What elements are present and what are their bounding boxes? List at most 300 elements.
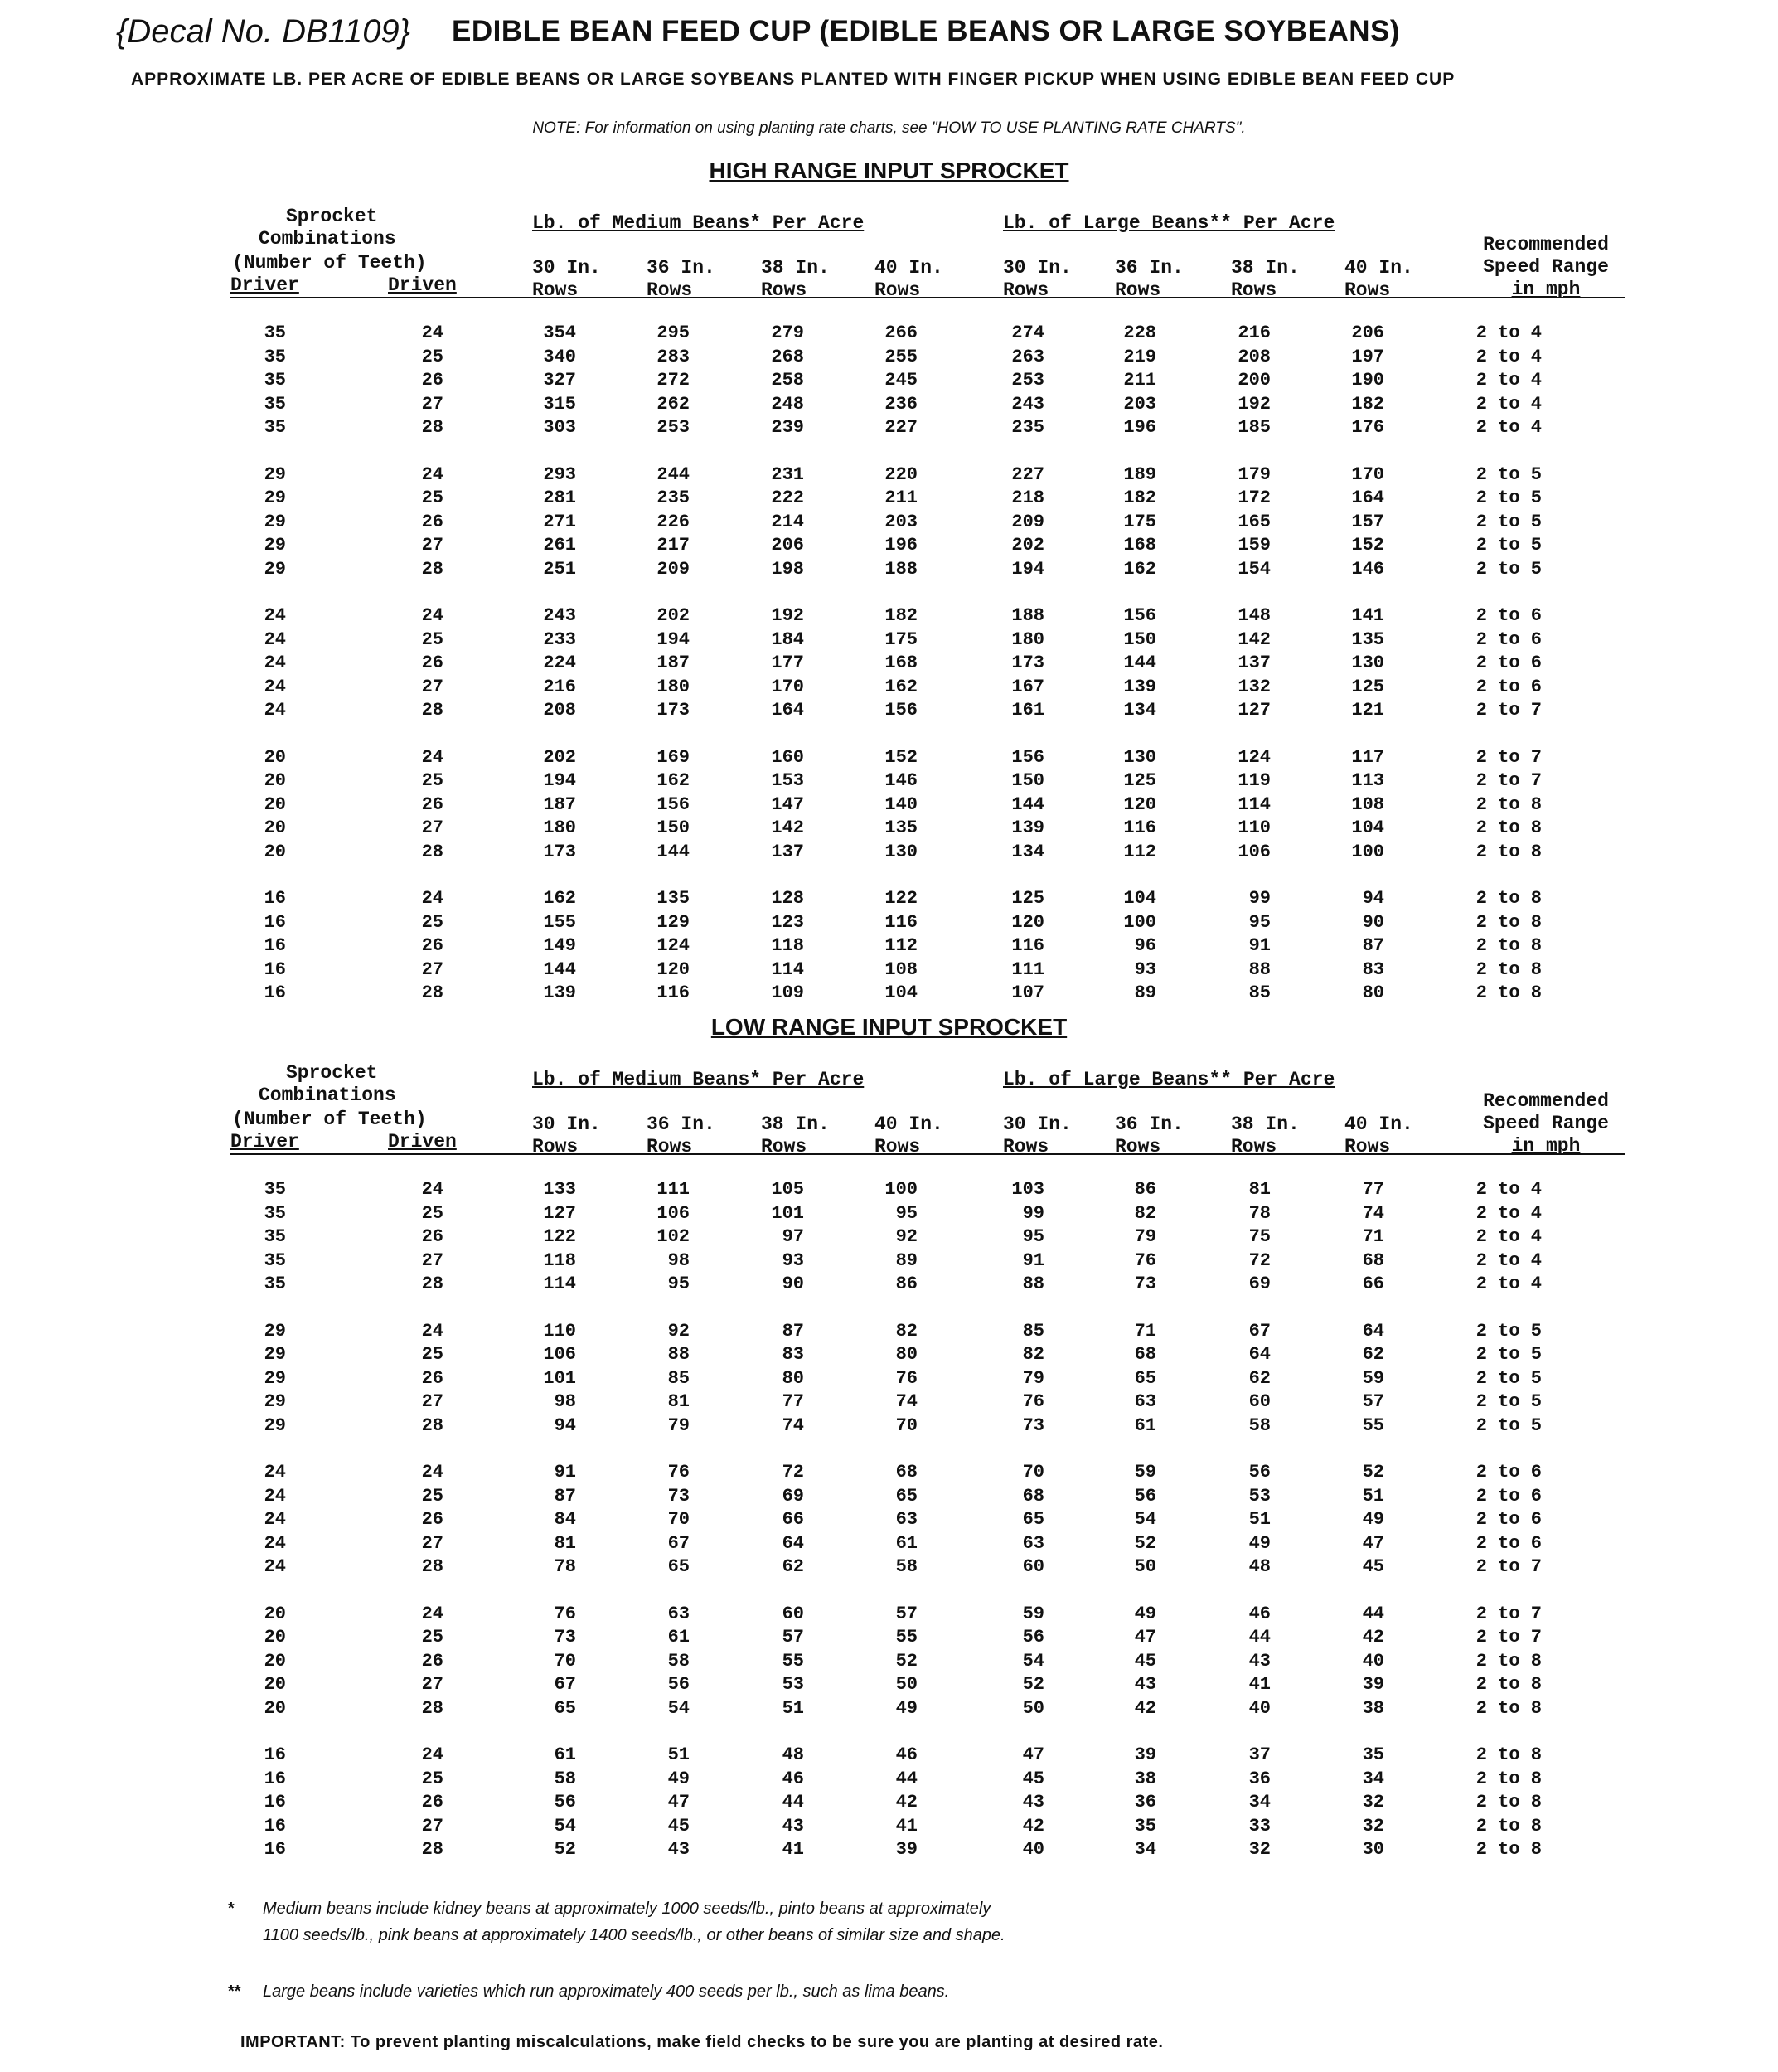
table-cell: 16	[264, 958, 286, 980]
table-cell: 24	[264, 628, 286, 650]
table-cell: 44	[782, 1792, 804, 1812]
table-cell: 132	[1238, 676, 1271, 697]
header-large-36: 36 In. Rows	[1115, 1114, 1184, 1157]
table-cell: 2 to 4	[1475, 1250, 1542, 1271]
table-cell: 60	[782, 1603, 804, 1624]
table-cell: 192	[1238, 393, 1271, 415]
table-cell: 16	[264, 888, 286, 909]
table-cell: 56	[1022, 1627, 1044, 1647]
table-cell: 16	[264, 911, 286, 933]
table-cell: 122	[884, 888, 918, 909]
table-cell: 189	[1123, 463, 1156, 485]
table-cell: 105	[771, 1179, 804, 1200]
table-cell: 162	[884, 676, 918, 697]
table-cell: 86	[895, 1274, 918, 1294]
table-cell: 120	[1011, 911, 1044, 933]
table-cell: 140	[884, 793, 918, 815]
table-cell: 227	[1011, 463, 1044, 485]
table-cell: 29	[264, 558, 286, 580]
table-cell: 27	[421, 393, 443, 415]
table-cell: 20	[264, 841, 286, 862]
table-cell: 244	[656, 463, 690, 485]
table-cell: 29	[264, 511, 286, 532]
table-cell: 150	[1123, 628, 1156, 650]
table-cell: 2 to 5	[1475, 1367, 1542, 1389]
table-cell: 73	[1134, 1274, 1156, 1294]
table-cell: 29	[264, 1391, 286, 1412]
table-cell: 20	[264, 1627, 286, 1647]
table-cell: 127	[543, 1202, 576, 1224]
table-row	[0, 1744, 1542, 1768]
table-cell: 83	[1362, 958, 1384, 980]
table-cell: 61	[1134, 1414, 1156, 1436]
table-cell: 52	[1362, 1462, 1384, 1482]
note: NOTE: For information on using planting rate charts, see "HOW TO USE PLANTING RATE CHARTS".	[532, 119, 1246, 137]
table-cell: 28	[421, 841, 443, 862]
table-cell: 86	[1134, 1179, 1156, 1200]
table-cell: 134	[1123, 700, 1156, 721]
table-cell: 24	[264, 676, 286, 697]
table-cell: 2 to 7	[1475, 746, 1542, 768]
table-cell: 2 to 5	[1475, 488, 1542, 508]
table-cell: 36	[1134, 1792, 1156, 1812]
table-cell: 76	[1134, 1250, 1156, 1271]
table-cell: 268	[771, 346, 804, 367]
table-cell: 42	[1134, 1697, 1156, 1719]
page-subtitle: APPROXIMATE LB. PER ACRE OF EDIBLE BEANS OR LARGE SOYBEANS PLANTED WITH FINGER PICKUP WHEN USING EDIBLE BEAN FEED CUP	[131, 70, 1456, 89]
table-cell: 2 to 4	[1475, 393, 1542, 415]
table-cell: 48	[782, 1744, 804, 1765]
table-cell: 142	[771, 818, 804, 838]
table-cell: 87	[554, 1485, 576, 1507]
table-cell: 38	[1362, 1697, 1384, 1719]
header-large-36: 36 In. Rows	[1115, 257, 1184, 301]
group-spacer	[0, 1720, 1542, 1744]
table-row	[0, 1791, 1542, 1815]
table-cell: 29	[264, 1320, 286, 1342]
table-row	[0, 1532, 1542, 1556]
table-cell: 2 to 4	[1475, 1274, 1542, 1294]
table-row	[0, 487, 1542, 511]
table-cell: 175	[1123, 511, 1156, 532]
table-cell: 24	[421, 888, 443, 909]
table-cell: 168	[1123, 535, 1156, 556]
table-row	[0, 1367, 1542, 1391]
table-row	[0, 322, 1542, 346]
table-cell: 28	[421, 1697, 443, 1719]
table-cell: 24	[264, 653, 286, 673]
header-rule	[230, 1153, 1625, 1155]
table-cell: 97	[782, 1226, 804, 1247]
table-row	[0, 1202, 1542, 1226]
table-cell: 20	[264, 1697, 286, 1719]
table-cell: 53	[782, 1674, 804, 1695]
table-cell: 58	[667, 1650, 690, 1672]
table-row	[0, 652, 1542, 676]
table-cell: 170	[1351, 463, 1384, 485]
table-cell: 112	[1123, 841, 1156, 862]
table-cell: 293	[543, 463, 576, 485]
table-cell: 156	[656, 793, 690, 815]
table-cell: 157	[1351, 511, 1384, 532]
table-cell: 61	[667, 1627, 690, 1647]
table-cell: 66	[1362, 1274, 1384, 1294]
table-row	[0, 676, 1542, 700]
table-cell: 2 to 5	[1475, 558, 1542, 580]
table-cell: 63	[667, 1603, 690, 1624]
table-cell: 315	[543, 393, 576, 415]
table-cell: 156	[884, 700, 918, 721]
table-row	[0, 1650, 1542, 1674]
table-row	[0, 1461, 1542, 1485]
table-row	[0, 958, 1542, 983]
table-cell: 236	[884, 393, 918, 415]
table-cell: 65	[1134, 1367, 1156, 1389]
table-cell: 28	[421, 983, 443, 1003]
table-cell: 68	[1362, 1250, 1384, 1271]
low-range-title: LOW RANGE INPUT SPROCKET	[710, 1014, 1068, 1040]
table-cell: 255	[884, 346, 918, 367]
table-cell: 76	[554, 1603, 576, 1624]
table-cell: 96	[1134, 935, 1156, 956]
table-cell: 16	[264, 1744, 286, 1765]
table-cell: 35	[264, 393, 286, 415]
table-cell: 211	[884, 488, 918, 508]
table-cell: 56	[554, 1792, 576, 1812]
table-cell: 55	[895, 1627, 918, 1647]
table-cell: 102	[656, 1226, 690, 1247]
table-cell: 65	[667, 1556, 690, 1577]
table-cell: 148	[1238, 605, 1271, 626]
table-cell: 28	[421, 558, 443, 580]
table-cell: 295	[656, 323, 690, 343]
table-cell: 25	[421, 1485, 443, 1507]
table-cell: 61	[554, 1744, 576, 1765]
table-cell: 54	[667, 1697, 690, 1719]
table-cell: 133	[543, 1179, 576, 1200]
table-cell: 122	[543, 1226, 576, 1247]
table-cell: 35	[264, 1226, 286, 1247]
table-cell: 91	[554, 1462, 576, 1482]
table-cell: 152	[1351, 535, 1384, 556]
table-cell: 44	[895, 1768, 918, 1789]
table-cell: 35	[264, 1179, 286, 1200]
table-cell: 114	[771, 958, 804, 980]
table-cell: 16	[264, 935, 286, 956]
table-cell: 224	[543, 653, 576, 673]
table-row	[0, 1485, 1542, 1509]
table-cell: 25	[421, 346, 443, 367]
table-cell: 55	[1362, 1414, 1384, 1436]
table-cell: 74	[782, 1414, 804, 1436]
header-number-of-teeth: (Number of Teeth)	[232, 1109, 427, 1130]
table-cell: 125	[1123, 770, 1156, 791]
table-cell: 127	[1238, 700, 1271, 721]
table-cell: 202	[543, 746, 576, 768]
table-row	[0, 416, 1542, 440]
table-cell: 64	[1248, 1344, 1271, 1365]
table-row	[0, 699, 1542, 723]
table-cell: 281	[543, 488, 576, 508]
table-cell: 262	[656, 393, 690, 415]
table-cell: 52	[554, 1839, 576, 1860]
table-cell: 57	[1362, 1391, 1384, 1412]
table-row	[0, 1320, 1542, 1344]
table-cell: 69	[782, 1485, 804, 1507]
table-cell: 180	[1011, 628, 1044, 650]
table-cell: 40	[1362, 1650, 1384, 1672]
table-cell: 139	[1011, 818, 1044, 838]
table-row	[0, 1673, 1542, 1697]
group-spacer	[0, 864, 1542, 887]
table-cell: 25	[421, 488, 443, 508]
table-cell: 25	[421, 911, 443, 933]
table-cell: 175	[884, 628, 918, 650]
table-cell: 108	[884, 958, 918, 980]
table-cell: 180	[656, 676, 690, 697]
table-cell: 142	[1238, 628, 1271, 650]
table-cell: 327	[543, 370, 576, 391]
table-cell: 26	[421, 935, 443, 956]
table-cell: 2 to 4	[1475, 346, 1542, 367]
table-cell: 24	[421, 1462, 443, 1482]
header-med-36: 36 In. Rows	[647, 1114, 715, 1157]
table-cell: 2 to 7	[1475, 1556, 1542, 1577]
header-large-40: 40 In. Rows	[1344, 257, 1413, 301]
table-cell: 103	[1011, 1179, 1044, 1200]
table-cell: 54	[1022, 1650, 1044, 1672]
table-cell: 208	[1238, 346, 1271, 367]
table-cell: 28	[421, 1414, 443, 1436]
table-cell: 160	[771, 746, 804, 768]
table-cell: 100	[1351, 841, 1384, 862]
table-cell: 128	[771, 888, 804, 909]
table-cell: 35	[264, 1250, 286, 1271]
table-cell: 2 to 7	[1475, 1603, 1542, 1624]
table-cell: 91	[1022, 1250, 1044, 1271]
table-row	[0, 1508, 1542, 1532]
table-cell: 87	[782, 1320, 804, 1342]
table-cell: 109	[771, 983, 804, 1003]
table-cell: 106	[656, 1202, 690, 1224]
table-cell: 34	[1248, 1792, 1271, 1812]
table-cell: 217	[656, 535, 690, 556]
table-cell: 79	[1134, 1226, 1156, 1247]
header-driver: Driver	[230, 1131, 299, 1152]
table-cell: 182	[1351, 393, 1384, 415]
table-cell: 45	[1362, 1556, 1384, 1577]
table-cell: 26	[421, 1650, 443, 1672]
table-cell: 47	[1362, 1532, 1384, 1554]
table-cell: 2 to 8	[1475, 1839, 1542, 1860]
table-cell: 98	[667, 1250, 690, 1271]
table-cell: 63	[1022, 1532, 1044, 1554]
table-cell: 42	[1362, 1627, 1384, 1647]
table-cell: 62	[782, 1556, 804, 1577]
table-cell: 149	[543, 935, 576, 956]
table-cell: 2 to 6	[1475, 605, 1542, 626]
table-cell: 2 to 6	[1475, 676, 1542, 697]
header-med-30: 30 In. Rows	[532, 257, 601, 301]
high-range-section	[0, 158, 1778, 1020]
table-cell: 209	[1011, 511, 1044, 532]
low-range-section	[0, 1014, 1778, 1876]
table-cell: 2 to 8	[1475, 1697, 1542, 1719]
table-cell: 233	[543, 628, 576, 650]
table-cell: 202	[1011, 535, 1044, 556]
table-cell: 56	[1248, 1462, 1271, 1482]
table-cell: 209	[656, 558, 690, 580]
table-cell: 49	[1248, 1532, 1271, 1554]
table-cell: 49	[1362, 1509, 1384, 1530]
table-cell: 70	[554, 1650, 576, 1672]
table-cell: 235	[1011, 417, 1044, 438]
table-cell: 49	[1134, 1603, 1156, 1624]
table-cell: 272	[656, 370, 690, 391]
header-combinations: Combinations	[259, 1085, 396, 1106]
table-cell: 43	[1022, 1792, 1044, 1812]
table-cell: 60	[1022, 1556, 1044, 1577]
table-cell: 227	[884, 417, 918, 438]
table-cell: 71	[1134, 1320, 1156, 1342]
table-cell: 79	[667, 1414, 690, 1436]
table-row	[0, 1603, 1542, 1627]
table-cell: 135	[1351, 628, 1384, 650]
table-cell: 2 to 5	[1475, 511, 1542, 532]
table-cell: 65	[895, 1485, 918, 1507]
table-cell: 82	[1134, 1202, 1156, 1224]
table-row	[0, 534, 1542, 558]
table-cell: 82	[1022, 1344, 1044, 1365]
table-cell: 28	[421, 1274, 443, 1294]
table-cell: 95	[1022, 1226, 1044, 1247]
table-cell: 53	[1248, 1485, 1271, 1507]
high-range-title: HIGH RANGE INPUT SPROCKET	[709, 158, 1069, 183]
table-cell: 56	[1134, 1485, 1156, 1507]
header-large-40: 40 In. Rows	[1344, 1114, 1413, 1157]
table-cell: 2 to 5	[1475, 1344, 1542, 1365]
table-cell: 156	[1123, 605, 1156, 626]
header-driver: Driver	[230, 274, 299, 296]
table-cell: 152	[884, 746, 918, 768]
table-cell: 68	[1134, 1344, 1156, 1365]
table-cell: 2 to 6	[1475, 628, 1542, 650]
table-cell: 194	[1011, 558, 1044, 580]
table-cell: 62	[1248, 1367, 1271, 1389]
table-cell: 116	[656, 983, 690, 1003]
table-cell: 2 to 4	[1475, 370, 1542, 391]
table-cell: 303	[543, 417, 576, 438]
table-cell: 177	[771, 653, 804, 673]
table-cell: 100	[1123, 911, 1156, 933]
table-cell: 49	[895, 1697, 918, 1719]
table-cell: 81	[1248, 1179, 1271, 1200]
table-cell: 73	[667, 1485, 690, 1507]
table-row	[0, 982, 1542, 1006]
table-cell: 226	[656, 511, 690, 532]
table-cell: 188	[1011, 605, 1044, 626]
high-range-table	[0, 322, 1542, 1006]
table-cell: 51	[1362, 1485, 1384, 1507]
page-title: EDIBLE BEAN FEED CUP (EDIBLE BEANS OR LARGE SOYBEANS)	[452, 15, 1401, 47]
table-cell: 93	[1134, 958, 1156, 980]
table-cell: 89	[1134, 983, 1156, 1003]
table-cell: 161	[1011, 700, 1044, 721]
table-cell: 25	[421, 1202, 443, 1224]
table-cell: 274	[1011, 323, 1044, 343]
table-cell: 24	[421, 605, 443, 626]
group-spacer	[0, 1438, 1542, 1461]
table-row	[0, 817, 1542, 841]
table-cell: 68	[1022, 1485, 1044, 1507]
table-cell: 106	[543, 1344, 576, 1365]
table-cell: 182	[1123, 488, 1156, 508]
table-cell: 24	[421, 1603, 443, 1624]
table-cell: 239	[771, 417, 804, 438]
table-cell: 29	[264, 535, 286, 556]
table-cell: 2 to 4	[1475, 417, 1542, 438]
table-cell: 43	[667, 1839, 690, 1860]
table-cell: 39	[895, 1839, 918, 1860]
table-cell: 129	[656, 911, 690, 933]
table-cell: 130	[1123, 746, 1156, 768]
table-row	[0, 604, 1542, 628]
table-cell: 67	[554, 1674, 576, 1695]
table-cell: 27	[421, 1815, 443, 1837]
table-row	[0, 841, 1542, 865]
table-cell: 67	[1248, 1320, 1271, 1342]
table-cell: 47	[1022, 1744, 1044, 1765]
table-cell: 24	[264, 1485, 286, 1507]
table-cell: 124	[656, 935, 690, 956]
table-cell: 38	[1134, 1768, 1156, 1789]
table-cell: 203	[1123, 393, 1156, 415]
table-cell: 137	[1238, 653, 1271, 673]
table-cell: 24	[264, 1462, 286, 1482]
table-cell: 168	[884, 653, 918, 673]
table-cell: 27	[421, 1674, 443, 1695]
table-row	[0, 887, 1542, 911]
table-row	[0, 1768, 1542, 1792]
table-cell: 340	[543, 346, 576, 367]
table-row	[0, 1250, 1542, 1274]
table-cell: 57	[782, 1627, 804, 1647]
table-cell: 167	[1011, 676, 1044, 697]
table-cell: 99	[1022, 1202, 1044, 1224]
table-cell: 130	[1351, 653, 1384, 673]
table-cell: 104	[884, 983, 918, 1003]
table-cell: 90	[782, 1274, 804, 1294]
table-cell: 65	[1022, 1509, 1044, 1530]
table-cell: 141	[1351, 605, 1384, 626]
table-cell: 42	[1022, 1815, 1044, 1837]
table-cell: 169	[656, 746, 690, 768]
table-cell: 279	[771, 323, 804, 343]
table-row	[0, 558, 1542, 582]
table-cell: 147	[771, 793, 804, 815]
table-cell: 91	[1248, 935, 1271, 956]
table-cell: 251	[543, 558, 576, 580]
table-row	[0, 1815, 1542, 1839]
table-cell: 24	[421, 463, 443, 485]
table-cell: 93	[782, 1250, 804, 1271]
table-cell: 2 to 7	[1475, 700, 1542, 721]
table-cell: 52	[1134, 1532, 1156, 1554]
table-cell: 61	[895, 1532, 918, 1554]
table-cell: 81	[667, 1391, 690, 1412]
table-cell: 26	[421, 1792, 443, 1812]
table-cell: 2 to 8	[1475, 793, 1542, 815]
